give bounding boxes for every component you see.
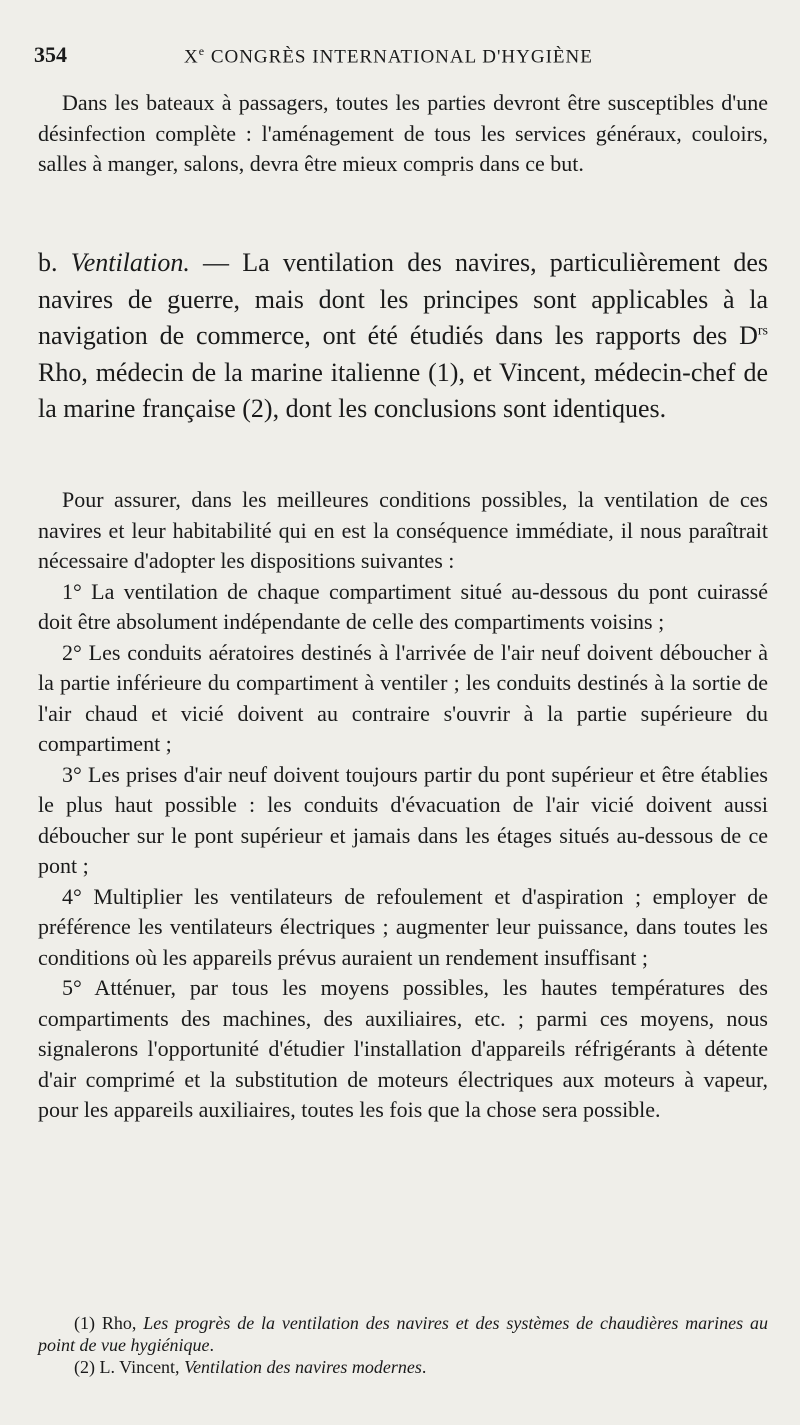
intro-paragraph-block	[38, 88, 768, 180]
drs-sup: rs	[757, 323, 768, 339]
footnote-2-end: .	[421, 1357, 427, 1377]
ventilation-text-b: Rho, médecin de la marine italienne (1), et Vincent, médecin-chef de la marine française (2), dont les conclusions sont identiques.	[38, 357, 768, 423]
page-number: 354	[34, 42, 67, 67]
ventilation-text-a: — La ventilation des navires, particulièrement des navires de guerre, mais dont les principes sont applicables à la navigation de commerce, ont été étudiés dans les rapports des D	[38, 248, 769, 350]
list-item-4: 4° Multiplier les ventilateurs de refoulement et d'aspiration ; employer de préférence les ventilateurs électriques ; augmenter leur puissance, dans toutes les conditions où les appareils prévus auraient un rendement insuffisant ;	[38, 883, 768, 970]
footnote-1	[38, 1312, 768, 1356]
list-item-2: 2° Les conduits aératoires destinés à l'arrivée de l'air neuf doivent déboucher à la partie inférieure du compartiment à ventiler ; les conduits destinés à la sortie de l'air chaud et vicié doivent au contraire s'ouvrir à la partie supérieure du compartiment ;	[38, 639, 768, 756]
footnote-1-title: Les progrès de la ventilation des navires et des systèmes de chaudières marines au point de vue hygiénique	[38, 1313, 768, 1355]
footnote-2-marker: (2) L. Vincent,	[74, 1357, 185, 1377]
list-item-3: 3° Les prises d'air neuf doivent toujours partir du pont supérieur et être établies le plus haut possible : les conduits d'évacuation de l'air vicié doivent aussi déboucher sur le pont supérieur et jamais dans les étages situés au-dessous de ce pont ;	[38, 761, 768, 878]
list-item-5: 5° Atténuer, par tous les moyens possibles, les hautes températures des compartiments des machines, des auxiliaires, etc. ; parmi ces moyens, nous signalerons l'opportunité d'étudier l'installation d'appareils réfrigérants à détente d'air comprimé et la substitution de moteurs électriques aux moteurs à vapeur, pour les appareils auxiliaires, toutes les fois que la chose sera possible.	[38, 975, 768, 1122]
pour-assurer-paragraph: Pour assurer, dans les meilleures conditions possibles, la ventilation de ces navires et leur habitabilité qui en est la conséquence immédiate, il nous paraîtrait nécessaire d'adopter les dispositions suivantes :	[38, 487, 768, 573]
footnote-1-marker: (1) Rho,	[74, 1313, 144, 1333]
title-rest: CONGRÈS INTERNATIONAL D'HYGIÈNE	[205, 46, 593, 68]
footnote-1-end: .	[209, 1335, 214, 1355]
title-sup: e	[198, 44, 206, 58]
running-header	[34, 42, 760, 72]
intro-paragraph: Dans les bateaux à passagers, toutes les parties devront être susceptibles d'une désinfection complète : l'aménagement de tous les services généraux, couloirs, salles à manger, salons, devra être mieux compris dans ce but.	[38, 90, 768, 176]
footnotes	[38, 1312, 768, 1378]
ventilation-paragraph	[38, 245, 768, 428]
list-item-1: 1° La ventilation de chaque compartiment situé au-dessous du pont cuirassé doit être absolument indépendante de celle des compartiments voisins ;	[38, 578, 768, 634]
section-title: Ventilation.	[70, 248, 190, 277]
running-title	[184, 44, 593, 68]
recommendations-block	[38, 485, 768, 1126]
footnote-2-title: Ventilation des navires modernes	[184, 1357, 422, 1377]
section-label: b.	[38, 248, 71, 277]
footnote-2	[38, 1356, 768, 1378]
title-prefix: X	[184, 46, 199, 68]
ventilation-section	[38, 245, 768, 428]
